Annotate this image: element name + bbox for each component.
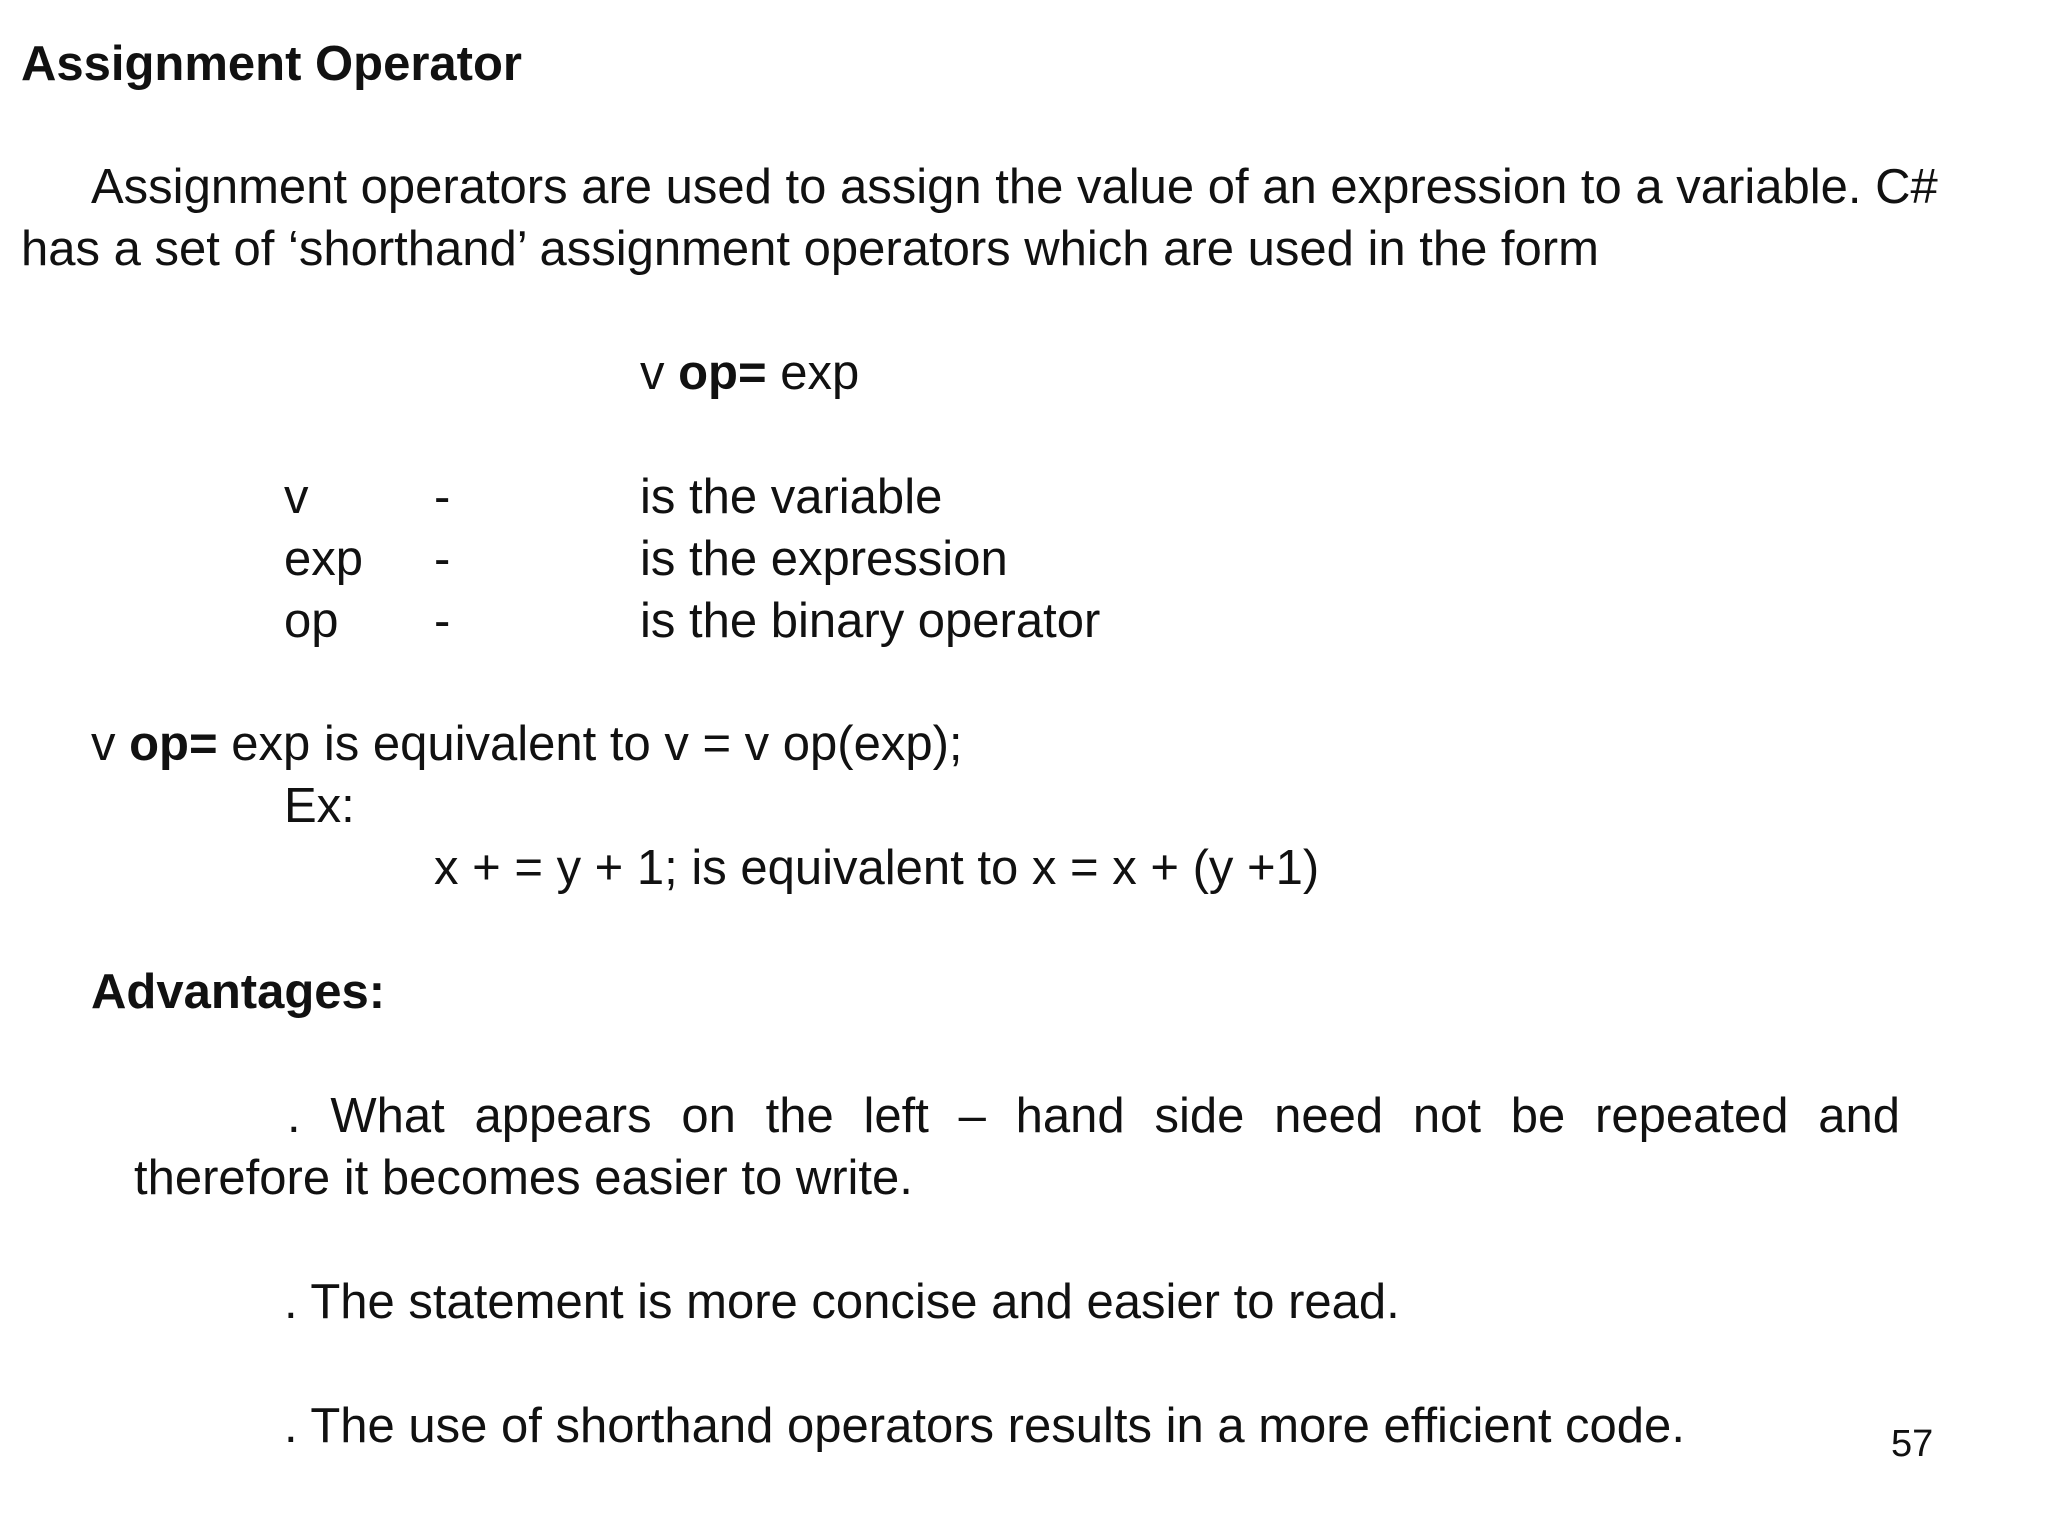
definition-term: v [284,470,309,524]
page-title: Assignment Operator [21,37,522,91]
advantage-item-1-continuation: therefore it becomes easier to write. [134,1151,913,1205]
advantage-item-1-line: . What appears on the left – hand side need not be repeated and [287,1089,1900,1143]
shorthand-form [640,343,859,403]
equivalence-statement [91,714,963,774]
example-label: Ex: [284,779,355,833]
form-variable: v [640,346,679,400]
definition-term: op [284,594,339,648]
equivalence-operator: op= [129,717,218,771]
intro-line-2: has a set of ‘shorthand’ assignment operators which are used in the form [21,222,1599,276]
advantage-item-2: . The statement is more concise and easier to read. [284,1275,1400,1329]
definition-description: is the variable [640,470,943,524]
definition-term: exp [284,532,364,586]
definition-dash: - [434,470,451,524]
definition-dash: - [434,594,451,648]
definition-dash: - [434,532,451,586]
page-number: 57 [1891,1423,1934,1465]
form-expression: exp [766,346,860,400]
equivalence-rest: exp is equivalent to v = v op(exp); [217,717,963,771]
form-operator: op= [678,346,767,400]
definition-description: is the expression [640,532,1008,586]
advantages-heading: Advantages: [91,965,386,1019]
equivalence-variable: v [91,717,130,771]
advantage-item-3: . The use of shorthand operators results in a more efficient code. [284,1399,1685,1453]
intro-line-1: Assignment operators are used to assign the value of an expression to a variable. C# [91,160,1938,214]
example-code: x + = y + 1; is equivalent to x = x + (y +1) [434,841,1320,895]
definition-description: is the binary operator [640,594,1101,648]
